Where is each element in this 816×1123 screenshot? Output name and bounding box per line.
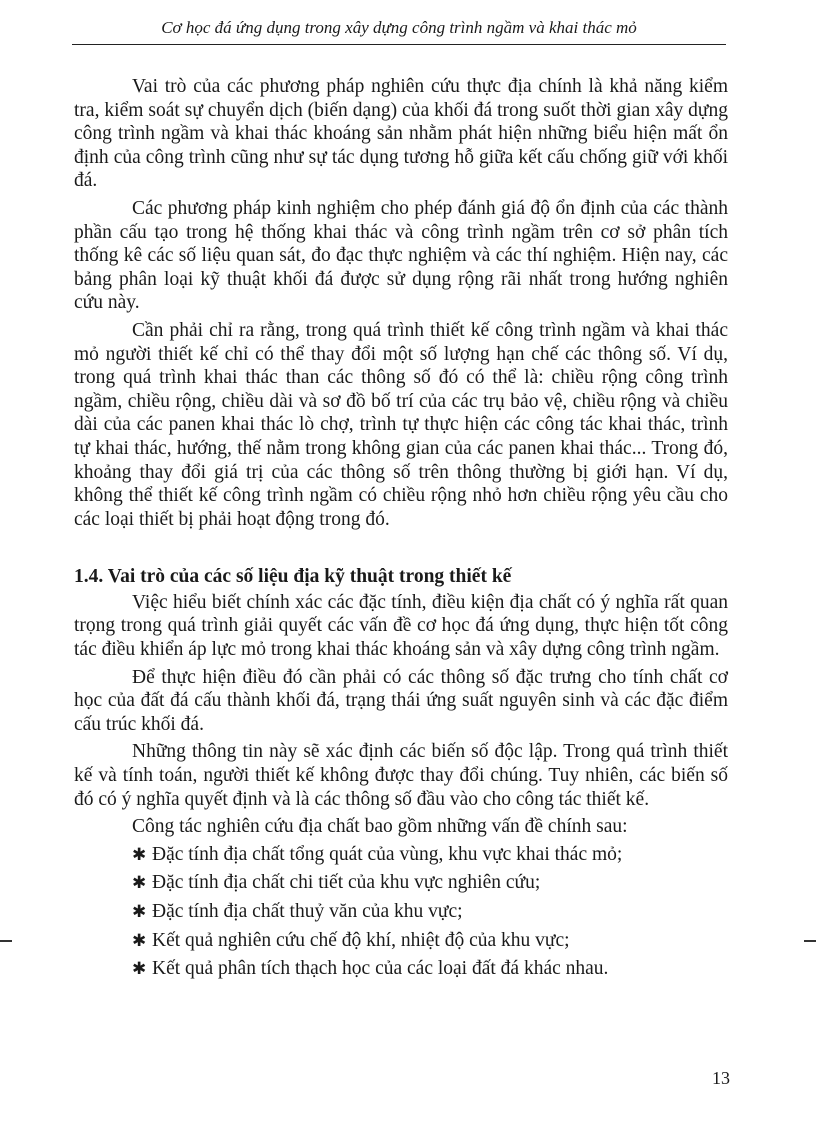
left-margin-mark: [0, 940, 12, 942]
list-item-text: Đặc tính địa chất chi tiết của khu vực nghiên cứu;: [152, 872, 541, 894]
list-item: [74, 929, 728, 954]
list-item: [74, 957, 728, 982]
asterisk-bullet-icon: ✱: [132, 844, 147, 865]
page-body: [74, 75, 728, 986]
paragraph: Những thông tin này sẽ xác định các biến số độc lập. Trong quá trình thiết kế và tính toán, người thiết kế không được thay đổi chúng. Tuy nhiên, các biến số đó có ý nghĩa quyết định và là các thông số đầu vào cho công tác thiết kế.: [74, 741, 728, 810]
list-item-text: Kết quả phân tích thạch học của các loại đất đá khác nhau.: [152, 958, 609, 980]
paragraph: Vai trò của các phương pháp nghiên cứu thực địa chính là khả năng kiểm tra, kiểm soát sự chuyển dịch (biến dạng) của khối đá trong suốt thời gian xây dựng công trình ngầm và khai thác khoáng sản nhằm phát hiện những biểu hiện mất ổn định của công trình cũng như sự tác dụng tương hỗ giữa kết cấu chống giữ với khối đá.: [74, 76, 728, 192]
section-heading: 1.4. Vai trò của các số liệu địa kỹ thuật trong thiết kế: [74, 566, 512, 588]
running-header: Cơ học đá ứng dụng trong xây dựng công trình ngầm và khai thác mỏ: [72, 18, 726, 45]
bullet-list: [74, 843, 728, 982]
list-item-text: Đặc tính địa chất tổng quát của vùng, khu vực khai thác mỏ;: [152, 843, 623, 865]
paragraph: Việc hiểu biết chính xác các đặc tính, điều kiện địa chất có ý nghĩa rất quan trọng trong quá trình giải quyết các vấn đề cơ học đá ứng dụng, thực hiện tốt công tác điều khiển áp lực mỏ trong khai thác khoáng sản và xây dựng công trình ngầm.: [74, 591, 728, 661]
paragraph: Các phương pháp kinh nghiệm cho phép đánh giá độ ổn định của các thành phần cấu tạo trong hệ thống khai thác và công trình ngầm trên cơ sở phân tích thống kê các số liệu quan sát, đo đạc thực nghiệm và các thí nghiệm. Hiện nay, các bảng phân loại kỹ thuật khối đá được sử dụng rộng rãi nhất trong hướng nghiên cứu này.: [74, 197, 728, 314]
list-item-text: Đặc tính địa chất thuỷ văn của khu vực;: [152, 901, 463, 922]
asterisk-bullet-icon: ✱: [132, 930, 147, 951]
page-number: 13: [712, 1068, 730, 1088]
paragraph: Cần phải chỉ ra rằng, trong quá trình thiết kế công trình ngầm và khai thác mỏ người thiết kế chỉ có thể thay đổi một số lượng hạn chế các thông số. Ví dụ, trong quá trình khai thác than các thông số đó có thể là: chiều rộng công trình ngầm, chiều rộng, chiều dài và sơ đồ bố trí của các trụ bảo vệ, chiều rộng và chiều dài của các panen khai thác lò chợ, trình tự thực hiện các công tác khai thác, trình tự khai thác, hướng, thế nằm trong không gian của các panen khai thác... Trong đó, khoảng thay đổi giá trị của các thông số trên thông thường bị giới hạn. Ví dụ, không thể thiết kế công trình ngầm có chiều rộng nhỏ hơn chiều rộng yêu cầu cho các loại thiết bị phải hoạt động trong đó.: [74, 319, 728, 530]
asterisk-bullet-icon: ✱: [132, 959, 147, 980]
paragraph: Công tác nghiên cứu địa chất bao gồm những vấn đề chính sau:: [132, 816, 628, 838]
asterisk-bullet-icon: ✱: [132, 873, 147, 894]
right-margin-mark: [804, 940, 816, 942]
list-item-text: Kết quả nghiên cứu chế độ khí, nhiệt độ của khu vực;: [152, 929, 570, 951]
list-item: [74, 871, 728, 896]
list-item: [74, 843, 728, 868]
asterisk-bullet-icon: ✱: [132, 902, 147, 922]
paragraph: Để thực hiện điều đó cần phải có các thông số đặc trưng cho tính chất cơ học của đất đá cấu thành khối đá, trạng thái ứng suất nguyên sinh và các đặc điểm cấu trúc khối đá.: [74, 666, 728, 735]
list-item: [74, 900, 728, 925]
